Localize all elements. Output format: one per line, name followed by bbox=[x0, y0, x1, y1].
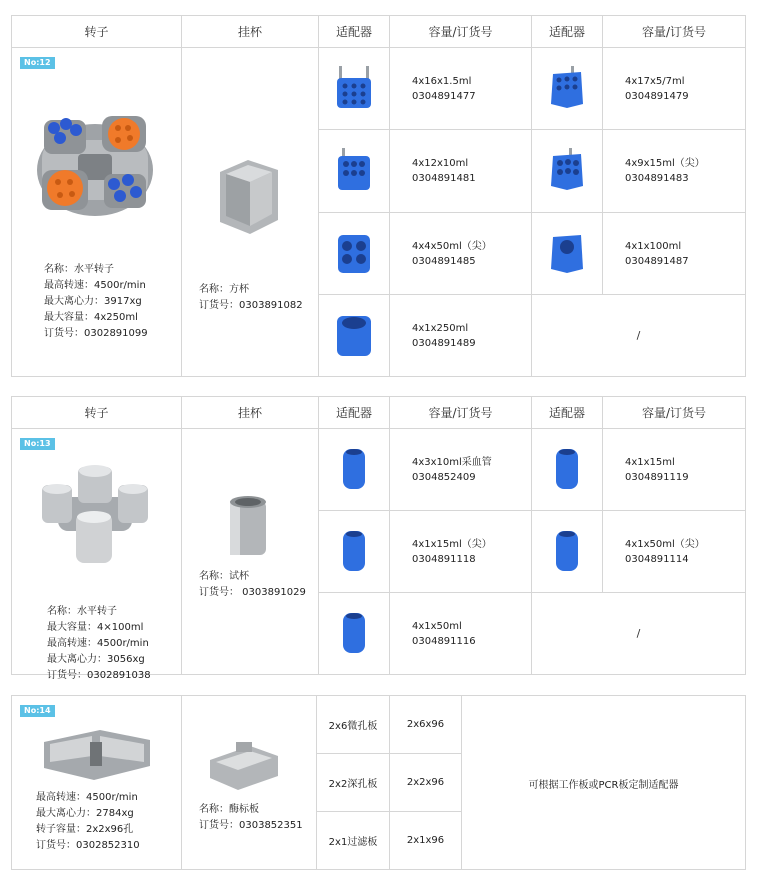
adapter-4-hole-icon bbox=[334, 229, 374, 275]
order-number: 0304891119 bbox=[625, 471, 689, 483]
capacity-cell bbox=[603, 511, 746, 593]
header-bucket: 挂杯 bbox=[182, 397, 319, 429]
plate-adapter-cell: 2x1过滤板 bbox=[317, 812, 390, 870]
adapter-1-hole-icon bbox=[547, 229, 587, 275]
order-number: 0304891479 bbox=[625, 90, 689, 102]
adapter-image-cell bbox=[319, 295, 390, 377]
round-bucket-image bbox=[226, 493, 270, 559]
empty-cell: / bbox=[532, 593, 746, 675]
capacity-value: 4x12x10ml bbox=[412, 158, 469, 169]
rotor-info-line: 名称：水平转子 bbox=[44, 264, 114, 275]
capacity-value: 4x1x100ml bbox=[625, 240, 682, 252]
order-number: 0304891116 bbox=[412, 635, 476, 647]
header-capacity: 容量/订货号 bbox=[390, 397, 532, 429]
plate-adapter-cell: 2x6微孔板 bbox=[317, 696, 390, 754]
plate-rotor-image bbox=[40, 726, 154, 784]
bucket-info bbox=[199, 802, 303, 834]
horizontal-rotor-image bbox=[32, 110, 158, 222]
capacity-cell bbox=[603, 48, 746, 130]
bucket-info-line: 订货号：0303852351 bbox=[199, 820, 303, 831]
adapter-image-cell bbox=[532, 48, 603, 130]
bucket-info-line: 名称：试杯 bbox=[199, 571, 249, 582]
model-badge: No:13 bbox=[20, 438, 55, 450]
rotor-info-line: 最大离心力：2784xg bbox=[36, 808, 134, 819]
rotor-info-line: 订货号：0302891038 bbox=[47, 670, 151, 681]
order-number: 0304891118 bbox=[412, 553, 476, 565]
adapter-16-hole-icon bbox=[334, 64, 374, 110]
plate-carrier-image bbox=[206, 738, 282, 794]
rotor-cell bbox=[12, 429, 182, 681]
table-row bbox=[12, 696, 746, 754]
bucket-cell bbox=[182, 429, 319, 675]
adapter-image-cell bbox=[532, 511, 603, 593]
rotor-cell bbox=[12, 696, 182, 870]
rotor-info-line: 最高转速：4500r/min bbox=[47, 638, 149, 649]
adapter-image-cell bbox=[532, 213, 603, 295]
capacity-value: 4x4x50ml（尖） bbox=[412, 240, 492, 252]
order-number: 0304891481 bbox=[412, 173, 476, 184]
order-number: 0304891483 bbox=[625, 173, 689, 184]
order-number: 0304891489 bbox=[412, 337, 476, 349]
capacity-cell bbox=[390, 593, 532, 675]
header-adapter: 适配器 bbox=[532, 16, 603, 48]
rotor-info-line: 最大容量：4×100ml bbox=[47, 622, 144, 633]
table-header-row bbox=[12, 16, 746, 48]
rotor-info bbox=[47, 604, 151, 684]
rotor-spec-table-12 bbox=[11, 15, 746, 377]
rotor-info-line: 最大离心力：3056xg bbox=[47, 654, 145, 665]
rotor-spec-table-13 bbox=[11, 396, 746, 681]
bucket-cell bbox=[182, 696, 317, 870]
table-row bbox=[12, 48, 746, 130]
header-rotor: 转子 bbox=[12, 397, 182, 429]
rotor-info-line: 名称：水平转子 bbox=[47, 606, 117, 617]
empty-cell: / bbox=[532, 295, 746, 377]
rotor-info-line: 转子容量：2x2x96孔 bbox=[36, 824, 134, 835]
rotor-info bbox=[44, 262, 148, 342]
model-badge: No:12 bbox=[20, 57, 55, 69]
order-number: 0304852409 bbox=[412, 471, 476, 483]
order-number: 0304891487 bbox=[625, 255, 689, 267]
capacity-value: 4x1x15ml bbox=[625, 456, 675, 468]
capacity-cell bbox=[390, 429, 532, 511]
header-bucket: 挂杯 bbox=[182, 16, 319, 48]
bucket-info bbox=[199, 282, 303, 314]
rotor-info-line: 订货号：0302852310 bbox=[36, 840, 140, 851]
rotor-info-line: 最大离心力：3917xg bbox=[44, 296, 142, 307]
bucket-cell bbox=[182, 48, 319, 377]
rotor-spec-table-14 bbox=[11, 695, 746, 870]
bucket-info-line: 订货号： 0303891029 bbox=[199, 587, 306, 598]
adapter-image-cell bbox=[319, 130, 390, 213]
tube-adapter-icon bbox=[341, 527, 367, 573]
capacity-cell bbox=[390, 213, 532, 295]
capacity-cell bbox=[603, 429, 746, 511]
rotor-info bbox=[36, 790, 140, 854]
capacity-value: 4x9x15ml（尖） bbox=[625, 158, 705, 169]
adapter-image-cell bbox=[319, 511, 390, 593]
header-capacity: 容量/订货号 bbox=[603, 397, 746, 429]
adapter-image-cell bbox=[532, 429, 603, 511]
header-rotor: 转子 bbox=[12, 16, 182, 48]
capacity-value: 4x1x15ml（尖） bbox=[412, 538, 492, 550]
bucket-info-line: 名称：方杯 bbox=[199, 284, 249, 295]
capacity-value: 4x16x1.5ml bbox=[412, 75, 472, 87]
plate-capacity-cell: 2x1x96 bbox=[390, 812, 462, 870]
order-number: 0304891114 bbox=[625, 553, 689, 565]
plate-capacity-cell: 2x6x96 bbox=[390, 696, 462, 754]
capacity-value: 4x3x10ml采血管 bbox=[412, 456, 492, 468]
tube-adapter-icon bbox=[341, 445, 367, 491]
table-row bbox=[12, 429, 746, 511]
bucket-info bbox=[199, 569, 306, 601]
rotor-info-line: 订货号：0302891099 bbox=[44, 328, 148, 339]
rotor-cell bbox=[12, 48, 182, 377]
capacity-cell bbox=[390, 511, 532, 593]
header-capacity: 容量/订货号 bbox=[390, 16, 532, 48]
order-number: 0304891485 bbox=[412, 255, 476, 267]
adapter-image-cell bbox=[532, 130, 603, 213]
capacity-value: 4x1x50ml（尖） bbox=[625, 538, 705, 550]
capacity-cell bbox=[603, 130, 746, 213]
bucket-info-line: 名称：酶标板 bbox=[199, 804, 259, 815]
capacity-value: 4x1x50ml bbox=[412, 620, 462, 632]
capacity-value: 4x17x5/7ml bbox=[625, 75, 685, 87]
header-adapter: 适配器 bbox=[319, 16, 390, 48]
order-number: 0304891477 bbox=[412, 90, 476, 102]
capacity-cell bbox=[390, 130, 532, 213]
header-adapter: 适配器 bbox=[319, 397, 390, 429]
tube-adapter-icon bbox=[554, 527, 580, 573]
horizontal-rotor-image bbox=[38, 463, 152, 567]
adapter-12-hole-icon bbox=[334, 146, 374, 192]
tube-adapter-icon bbox=[341, 609, 367, 655]
bucket-info-line: 订货号：0303891082 bbox=[199, 300, 303, 311]
tube-adapter-icon bbox=[554, 445, 580, 491]
rotor-info-line: 最大容量：4x250ml bbox=[44, 312, 138, 323]
table-header-row bbox=[12, 397, 746, 429]
plate-capacity-cell: 2x2x96 bbox=[390, 754, 462, 812]
square-bucket-image bbox=[212, 154, 284, 240]
adapter-image-cell bbox=[319, 593, 390, 675]
header-capacity: 容量/订货号 bbox=[603, 16, 746, 48]
rotor-info-line: 最高转速：4500r/min bbox=[36, 792, 138, 803]
adapter-image-cell bbox=[319, 429, 390, 511]
capacity-cell bbox=[390, 48, 532, 130]
adapter-17-hole-icon bbox=[547, 64, 587, 110]
adapter-9-hole-icon bbox=[547, 146, 587, 192]
capacity-cell bbox=[603, 213, 746, 295]
adapter-image-cell bbox=[319, 213, 390, 295]
model-badge: No:14 bbox=[20, 705, 55, 717]
adapter-image-cell bbox=[319, 48, 390, 130]
custom-adapter-note: 可根据工作板或PCR板定制适配器 bbox=[462, 696, 746, 870]
capacity-value: 4x1x250ml bbox=[412, 322, 469, 334]
capacity-cell bbox=[390, 295, 532, 377]
header-adapter: 适配器 bbox=[532, 397, 603, 429]
adapter-250ml-icon bbox=[333, 310, 375, 358]
plate-adapter-cell: 2x2深孔板 bbox=[317, 754, 390, 812]
rotor-info-line: 最高转速：4500r/min bbox=[44, 280, 146, 291]
